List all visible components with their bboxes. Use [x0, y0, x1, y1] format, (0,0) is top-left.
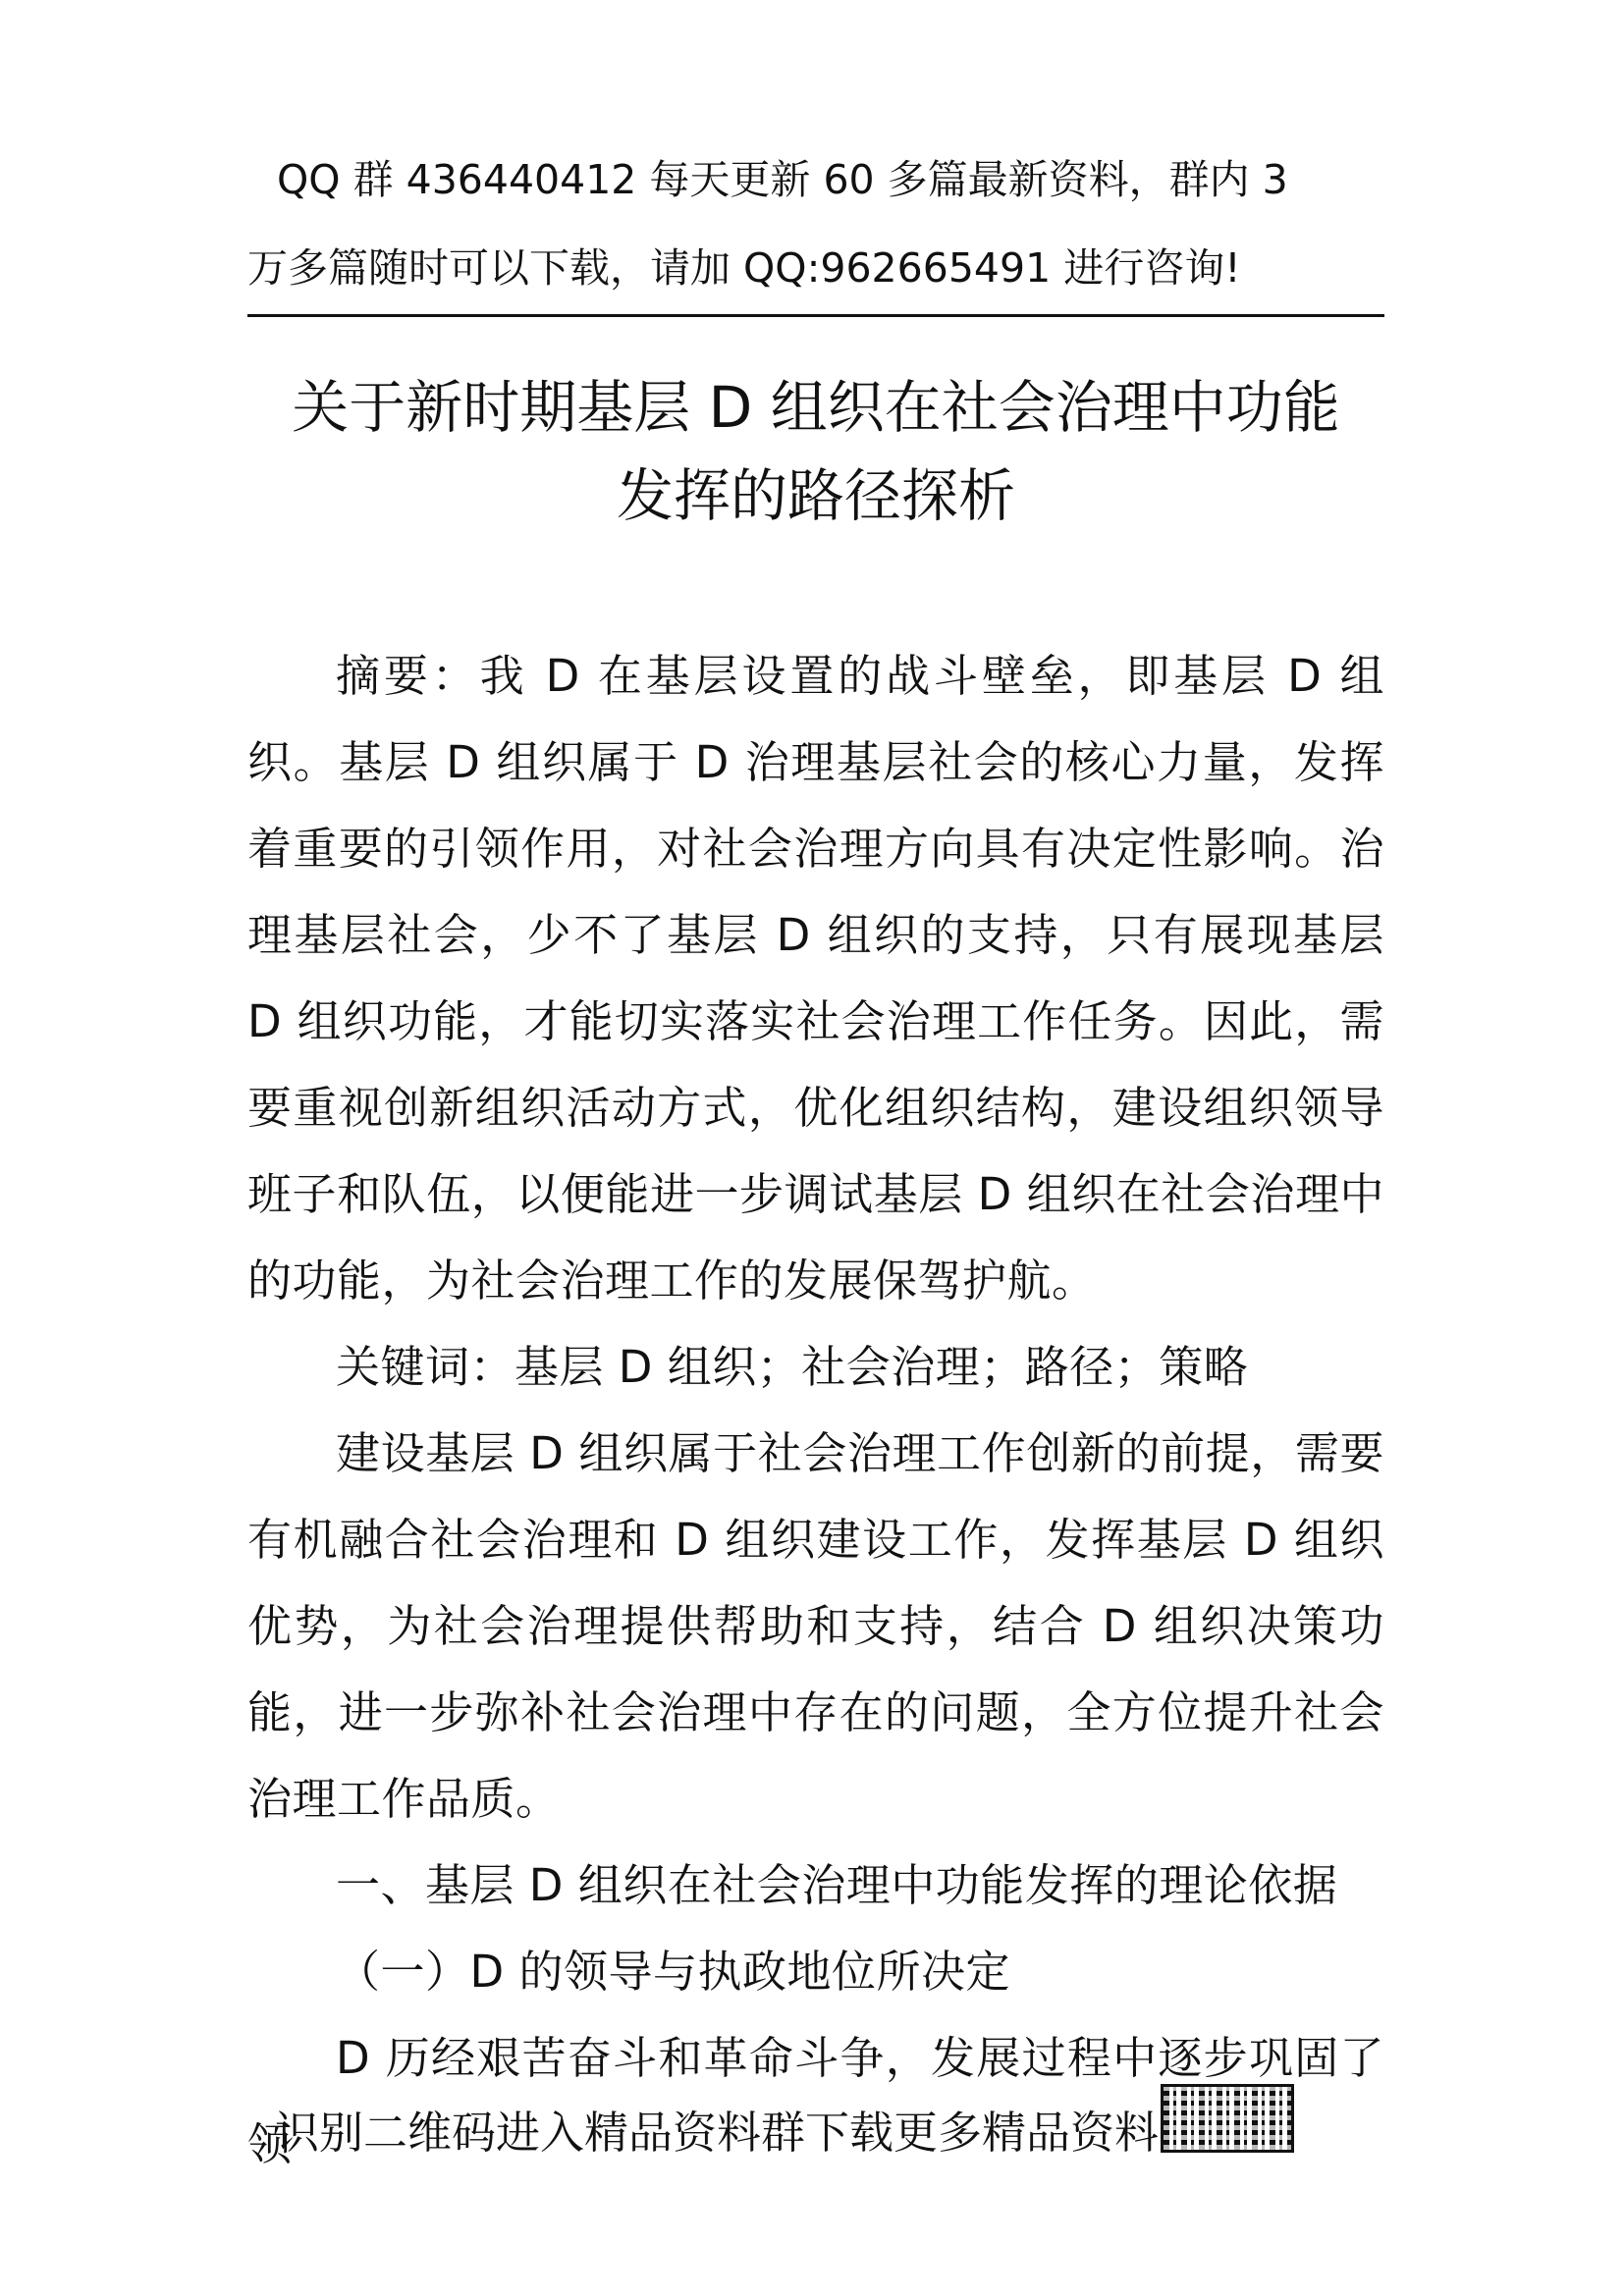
qr-code-icon[interactable] [1161, 2084, 1294, 2153]
promo-header [247, 135, 1384, 317]
section-heading-1: 一、基层 D 组织在社会治理中功能发挥的理论依据 [336, 1859, 1338, 1911]
document-title-line-1: 关于新时期基层 D 组织在社会治理中功能 [292, 374, 1340, 441]
footer-text: 识别二维码进入精品资料群下载更多精品资料 [275, 2107, 1160, 2159]
footer-promo [275, 2089, 1294, 2177]
subsection-heading-1: （一）D 的领导与执政地位所决定 [336, 1946, 1010, 1998]
document-body [247, 633, 1384, 2188]
intro-paragraph: 建设基层 D 组织属于社会治理工作创新的前提，需要有机融合社会治理和 D 组织建设工作，发挥基层 D 组织优势，为社会治理提供帮助和支持，结合 D 组织决策功能，进一步弥补社会治理中存在的问题，全方位提升社会治理工作品质。 [247, 1427, 1384, 1825]
keywords-paragraph: 关键词：基层 D 组织；社会治理；路径；策略 [336, 1341, 1249, 1393]
abstract-paragraph: 摘要：我 D 在基层设置的战斗壁垒，即基层 D 组织。基层 D 组织属于 D 治理基层社会的核心力量，发挥着重要的引领作用，对社会治理方向具有决定性影响。治理基层社会，少不了基层 D 组织的支持，只有展现基层 D 组织功能，才能切实落实社会治理工作任务。因此，需要重视创新组织活动方式，优化组织结构，建设组织领导班子和队伍，以便能进一步调试基层 D 组织在社会治理中的功能，为社会治理工作的发展保驾护航。 [247, 650, 1384, 1307]
document-title-line-2: 发挥的路径探析 [616, 462, 1015, 529]
document-title [247, 363, 1384, 540]
promo-header-line-1: QQ 群 436440412 每天更新 60 多篇最新资料，群内 3 [277, 156, 1288, 203]
promo-header-line-2: 万多篇随时可以下载，请加 QQ:962665491 进行咨询! [247, 244, 1241, 292]
body-paragraph: D 历经艰苦奋斗和革命斗争，发展过程中逐步巩固了领 [247, 2032, 1384, 2170]
